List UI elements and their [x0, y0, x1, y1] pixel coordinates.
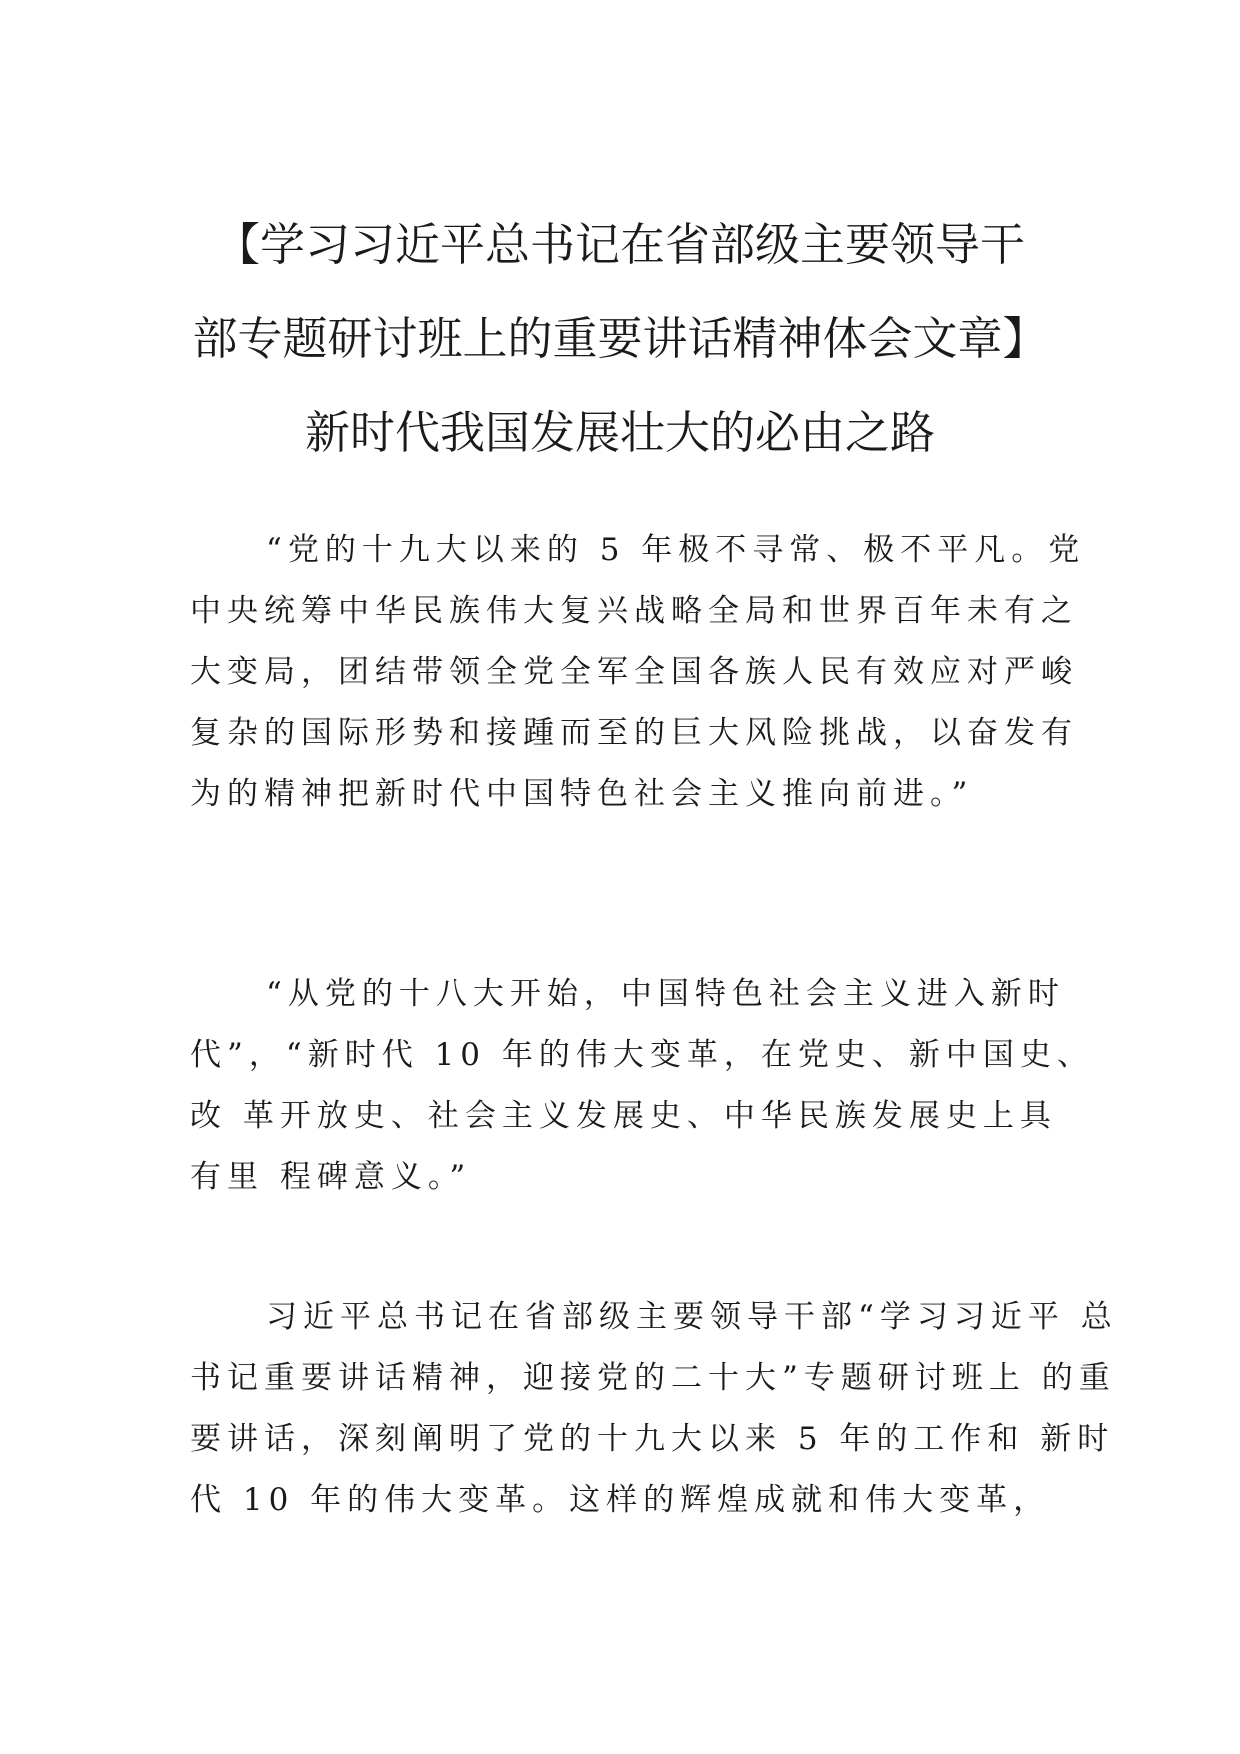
paragraph-1 — [190, 520, 1086, 825]
paragraph-line: 代”，“新时代 10 年的伟大变革，在党史、新中国史、 — [190, 1037, 1094, 1073]
paragraph-line: 中央统筹中华民族伟大复兴战略全局和世界百年未有之 — [190, 593, 1078, 629]
paragraph-line: 有里 程碑意义。” — [190, 1159, 472, 1195]
title-line-2: 部专题研讨班上的重要讲话精神体会文章】 — [192, 312, 1048, 365]
paragraph-line: “党的十九大以来的 5 年极不寻常、极不平凡。党 — [266, 532, 1086, 568]
title-line-1: 【学习习近平总书记在省部级主要领导干 — [214, 218, 1025, 271]
document-title — [180, 198, 1060, 480]
paragraph-line: 为的精神把新时代中国特色社会主义推向前进。” — [190, 776, 974, 812]
paragraph-2 — [190, 964, 1094, 1208]
paragraph-line: 复杂的国际形势和接踵而至的巨大风险挑战，以奋发有 — [190, 715, 1078, 751]
paragraph-line: “从党的十八大开始，中国特色社会主义进入新时 — [266, 976, 1065, 1012]
paragraph-3 — [190, 1287, 1118, 1531]
title-line-3: 新时代我国发展壮大的必由之路 — [304, 406, 935, 459]
paragraph-line: 习近平总书记在省部级主要领导干部“学习习近平 总 — [266, 1299, 1118, 1335]
paragraph-line: 大变局，团结带领全党全军全国各族人民有效应对严峻 — [190, 654, 1078, 690]
paragraph-line: 代 10 年的伟大变革。这样的辉煌成就和伟大变革， — [190, 1482, 1051, 1518]
paragraph-line: 要讲话，深刻阐明了党的十九大以来 5 年的工作和 新时 — [190, 1421, 1115, 1457]
paragraph-line: 书记重要讲话精神，迎接党的二十大”专题研讨班上 的重 — [190, 1360, 1116, 1396]
paragraph-line: 改 革开放史、社会主义发展史、中华民族发展史上具 — [190, 1098, 1057, 1134]
